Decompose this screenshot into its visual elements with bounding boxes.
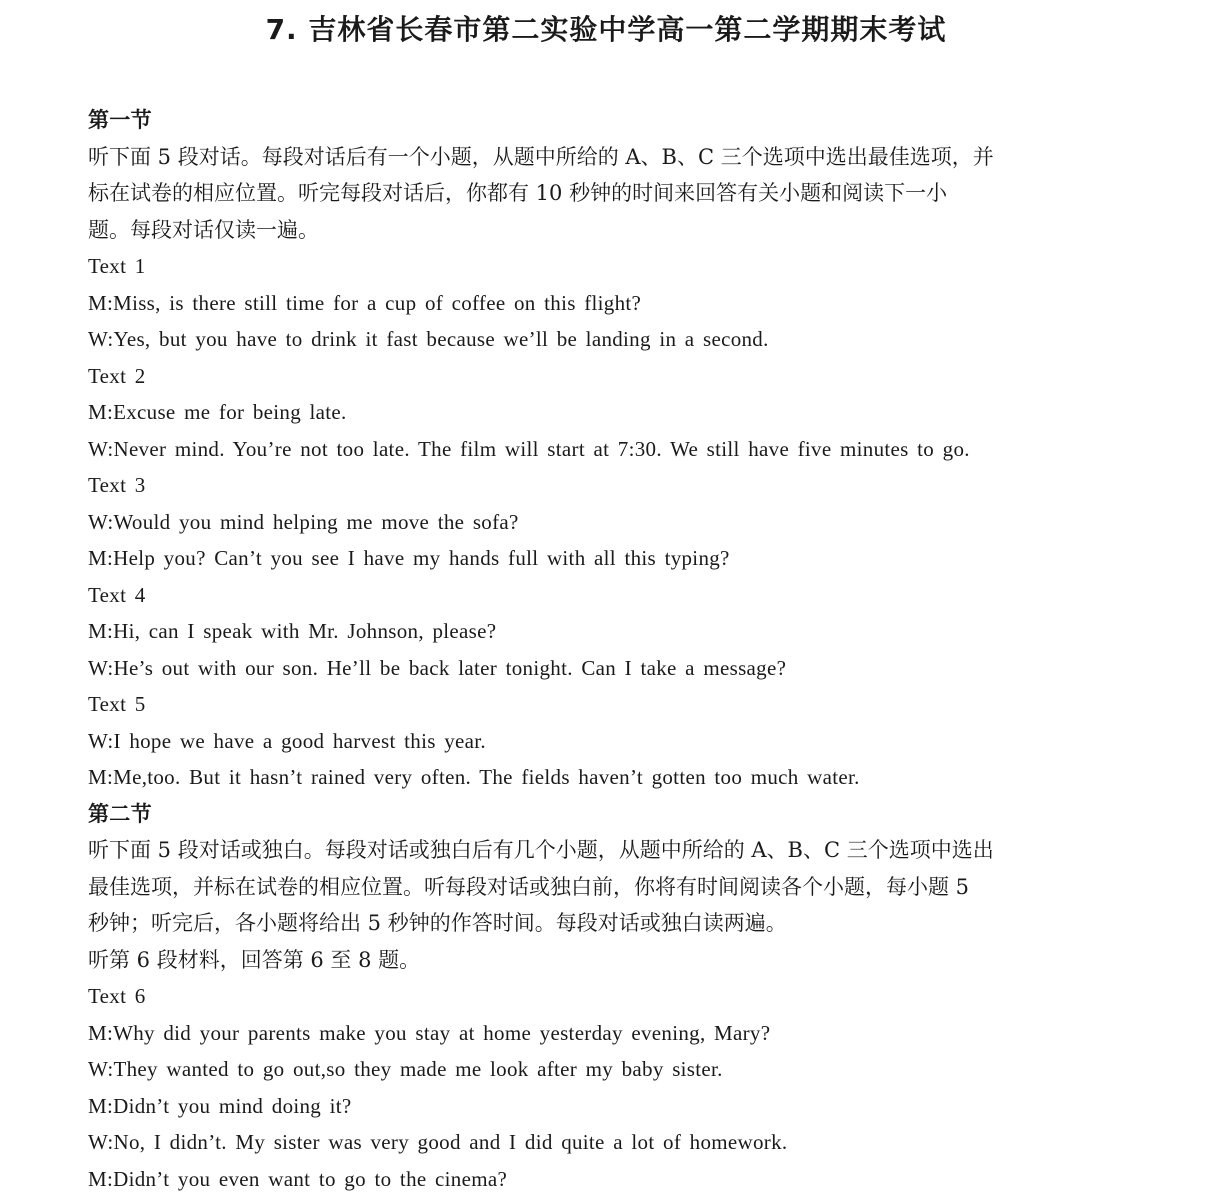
dialogue-line: M:Help you? Can’t you see I have my hands full with all this typing? (88, 546, 730, 570)
text-label: Text 5 (88, 692, 146, 716)
section-2-instruction: 听下面 5 段对话或独白。每段对话或独白后有几个小题，从题中所给的 A、B、C 三个选项中选出 (88, 838, 994, 862)
dialogue-line: W:Would you mind helping me move the sofa? (88, 509, 519, 534)
dialogue-line: M:Didn’t you even want to go to the cinema? (88, 1166, 508, 1191)
dialogue-line: W:They wanted to go out,so they made me look after my baby sister. (88, 1057, 723, 1081)
document-body (88, 102, 1124, 1197)
section-1-instruction: 题。每段对话仅读一遍。 (88, 217, 319, 242)
document-title: 7. 吉林省长春市第二实验中学高一第二学期期末考试 (265, 13, 947, 46)
dialogue-line: W:Yes, but you have to drink it fast because we’ll be landing in a second. (88, 327, 769, 351)
dialogue-line: M:Didn’t you mind doing it? (88, 1093, 352, 1118)
dialogue-line: M:Excuse me for being late. (88, 400, 347, 424)
dialogue-line: M:Miss, is there still time for a cup of coffee on this flight? (88, 290, 642, 315)
text-label: Text 6 (88, 984, 146, 1008)
text-label: Text 3 (88, 473, 146, 497)
text-label: Text 4 (88, 582, 146, 607)
section-1-instruction: 标在试卷的相应位置。听完每段对话后，你都有 10 秒钟的时间来回答有关小题和阅读下一小 (88, 181, 948, 205)
section-2-instruction: 听第 6 段材料，回答第 6 至 8 题。 (88, 947, 421, 972)
section-1-heading: 第一节 (88, 108, 152, 132)
section-2-instruction: 秒钟；听完后，各小题将给出 5 秒钟的作答时间。每段对话或独白读两遍。 (88, 911, 787, 935)
dialogue-line: M:Hi, can I speak with Mr. Johnson, please? (88, 619, 497, 643)
dialogue-line: W:I hope we have a good harvest this year. (88, 728, 486, 753)
dialogue-line: M:Why did your parents make you stay at home yesterday evening, Mary? (88, 1020, 771, 1045)
dialogue-line: W:Never mind. You’re not too late. The film will start at 7:30. We still have five minutes to go. (88, 436, 970, 461)
section-2-instruction: 最佳选项，并标在试卷的相应位置。听每段对话或独白前，你将有时间阅读各个小题，每小题 5 (88, 874, 970, 899)
dialogue-line: M:Me,too. But it hasn’t rained very often. The fields haven’t gotten too much water. (88, 765, 860, 789)
text-label: Text 2 (88, 363, 146, 388)
dialogue-line: W:He’s out with our son. He’ll be back later tonight. Can I take a message? (88, 655, 787, 680)
text-label: Text 1 (88, 254, 146, 278)
section-2-heading: 第二节 (88, 801, 152, 826)
dialogue-line: W:No, I didn’t. My sister was very good and I did quite a lot of homework. (88, 1130, 788, 1154)
section-1-instruction: 听下面 5 段对话。每段对话后有一个小题，从题中所给的 A、B、C 三个选项中选出最佳选项，并 (88, 144, 994, 169)
